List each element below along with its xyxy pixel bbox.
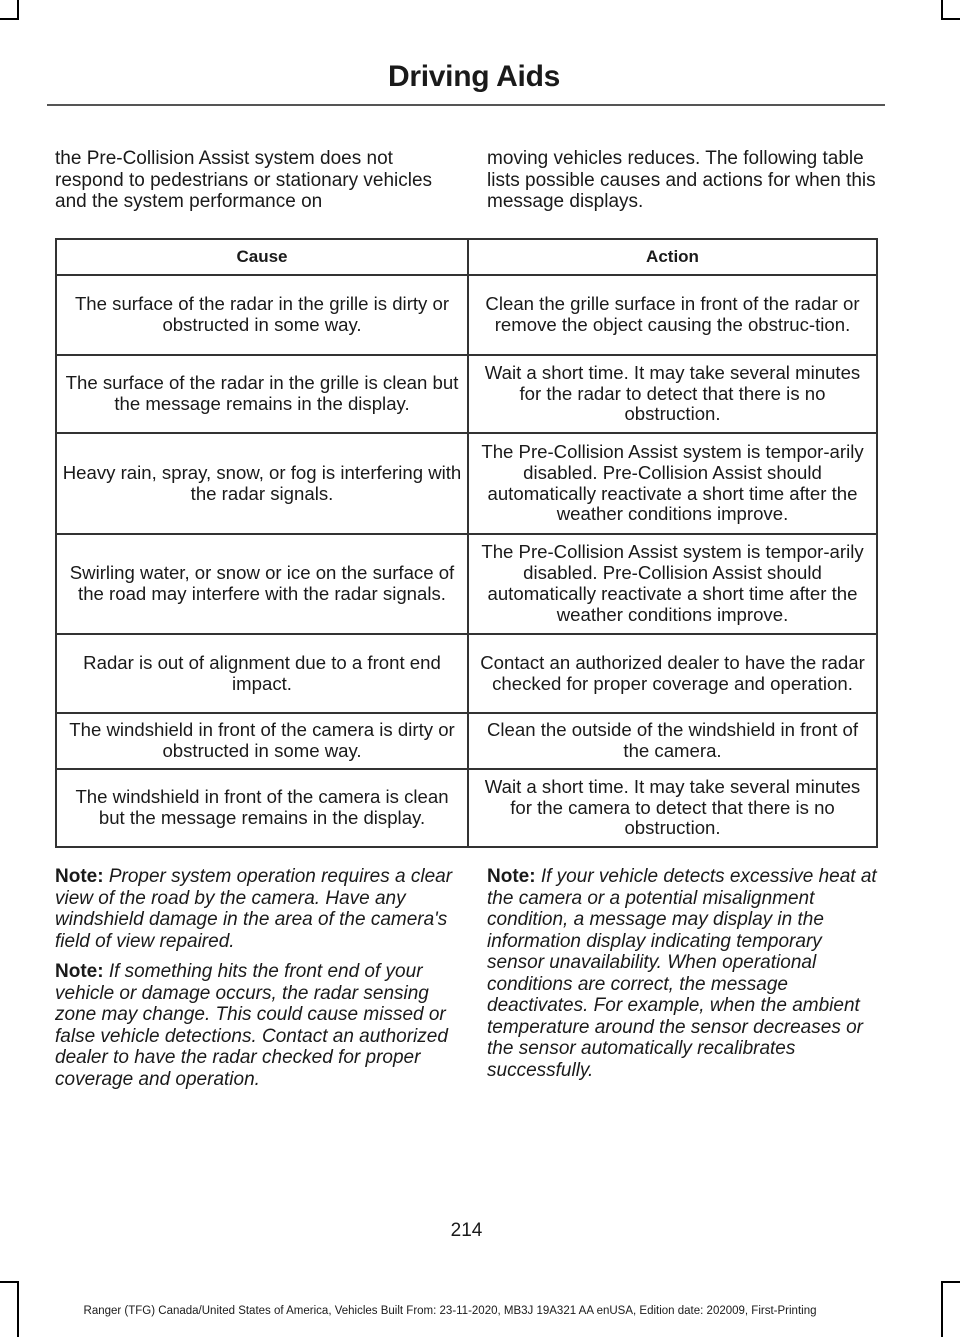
header-divider — [47, 104, 885, 106]
intro-text-right: moving vehicles reduces. The following table lists possible causes and actions for when this message displays. — [487, 148, 876, 212]
cause-cell: The surface of the radar in the grille is dirty or obstructed in some way. — [56, 275, 468, 355]
action-cell: The Pre-Collision Assist system is tempor-arily disabled. Pre-Collision Assist should automatically reactivate a short time after the weather conditions improve. — [468, 534, 877, 634]
note-paragraph — [55, 866, 455, 952]
crop-mark-bottom-left-horizontal — [0, 1281, 18, 1283]
table-row — [56, 275, 877, 355]
table-row — [56, 769, 877, 847]
crop-mark-bottom-right-vertical — [941, 1281, 943, 1337]
cause-cell: The windshield in front of the camera is clean but the message remains in the display. — [56, 769, 468, 847]
table-row — [56, 634, 877, 713]
crop-mark-top-left-vertical — [17, 0, 19, 20]
action-cell: Wait a short time. It may take several minutes for the radar to detect that there is no obstruction. — [468, 355, 877, 433]
table-row — [56, 534, 877, 634]
table-row — [56, 355, 877, 433]
cause-cell: Swirling water, or snow or ice on the surface of the road may interfere with the radar signals. — [56, 534, 468, 634]
crop-mark-top-left-horizontal — [0, 18, 18, 20]
cause-cell: Radar is out of alignment due to a front end impact. — [56, 634, 468, 713]
note-paragraph — [487, 866, 882, 1081]
header-action: Action — [468, 239, 877, 275]
note-text: If something hits the front end of your vehicle or damage occurs, the radar sensing zone may change. This could cause missed or false vehicle detections. Contact an authorized dealer to have the radar checked for proper coverage and operation. — [55, 961, 448, 1090]
action-cell: Contact an authorized dealer to have the radar checked for proper coverage and operation. — [468, 634, 877, 713]
crop-mark-bottom-right-horizontal — [942, 1281, 960, 1283]
crop-mark-top-right-vertical — [941, 0, 943, 20]
note-text: Proper system operation requires a clear view of the road by the camera. Have any windshield damage in the area of the camera's field of view repaired. — [55, 866, 453, 952]
cause-cell: The windshield in front of the camera is dirty or obstructed in some way. — [56, 713, 468, 769]
cause-action-table — [55, 238, 878, 848]
notes-left-column — [55, 866, 455, 1099]
table-row — [56, 713, 877, 769]
note-text: If your vehicle detects excessive heat at the camera or a potential misalignment condition, a message may display in the information display indicating temporary sensor unavailability. When operational conditions are correct, the message deactivates. For example, when the ambient temperature around the sensor decreases or the sensor automatically recalibrates successfully. — [487, 866, 877, 1081]
page-number: 214 — [450, 1220, 483, 1241]
notes-right-column — [487, 866, 882, 1090]
cause-cell: The surface of the radar in the grille is clean but the message remains in the display. — [56, 355, 468, 433]
table-row — [56, 433, 877, 534]
table-header-row — [56, 239, 877, 275]
note-label: Note: — [55, 961, 104, 982]
note-label: Note: — [55, 866, 104, 887]
cause-cell: Heavy rain, spray, snow, or fog is interfering with the radar signals. — [56, 433, 468, 534]
footer-text: Ranger (TFG) Canada/United States of America, Vehicles Built From: 23-11-2020, MB3J 19A321 AA enUSA, Edition date: 202009, First-Printing — [83, 1305, 817, 1317]
crop-mark-top-right-horizontal — [942, 18, 960, 20]
intro-text-left: the Pre-Collision Assist system does not respond to pedestrians or stationary vehicles and the system performance on — [55, 148, 433, 212]
note-label: Note: — [487, 866, 536, 887]
action-cell: The Pre-Collision Assist system is tempor-arily disabled. Pre-Collision Assist should automatically reactivate a short time after the weather conditions improve. — [468, 433, 877, 534]
action-cell: Wait a short time. It may take several minutes for the camera to detect that there is no obstruction. — [468, 769, 877, 847]
action-cell: Clean the outside of the windshield in front of the camera. — [468, 713, 877, 769]
header-cause: Cause — [56, 239, 468, 275]
action-cell: Clean the grille surface in front of the radar or remove the object causing the obstruc-tion. — [468, 275, 877, 355]
note-paragraph — [55, 961, 455, 1090]
page-title: Driving Aids — [388, 60, 560, 93]
